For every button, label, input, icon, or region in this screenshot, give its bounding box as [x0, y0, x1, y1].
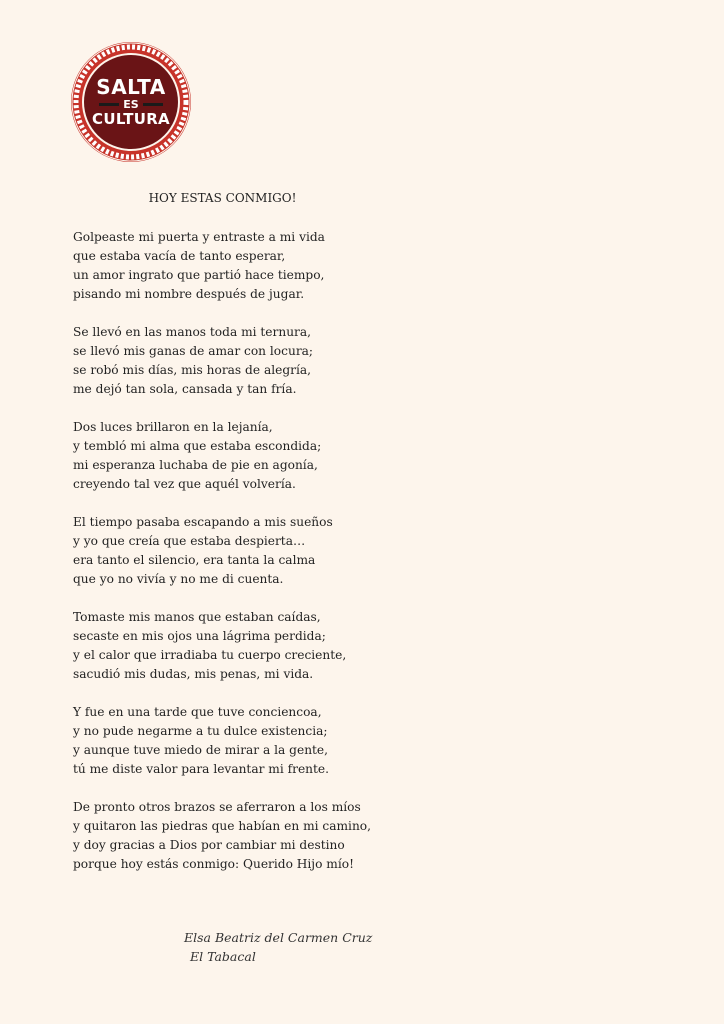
logo-es-text: ES	[123, 98, 139, 111]
stanza-4	[73, 513, 453, 589]
poem-line: creyendo tal vez que aquél volvería.	[73, 477, 296, 491]
logo-left-bar	[99, 103, 119, 106]
poem-line: Golpeaste mi puerta y entraste a mi vida	[73, 230, 325, 244]
poem-line: Se llevó en las manos toda mi ternura,	[73, 325, 312, 339]
logo-salta-text: SALTA	[96, 75, 166, 99]
poem-line: que estaba vacía de tanto esperar,	[73, 249, 286, 263]
logo-right-bar	[143, 103, 163, 106]
poem-line: se robó mis días, mis horas de alegría,	[73, 363, 311, 377]
logo-cultura-text: CULTURA	[92, 110, 170, 128]
poem-line: y no pude negarme a tu dulce existencia;	[73, 724, 328, 738]
poem-line: tú me diste valor para levantar mi frente.	[73, 762, 330, 776]
signature-block	[184, 928, 372, 966]
poem-line: y tembló mi alma que estaba escondida;	[73, 439, 322, 453]
poem-line: Tomaste mis manos que estaban caídas,	[73, 610, 321, 624]
poem-line: Dos luces brillaron en la lejanía,	[73, 420, 273, 434]
stanza-6	[73, 703, 453, 779]
signature-author: Elsa Beatriz del Carmen Cruz	[184, 930, 373, 945]
poem-line: que yo no vivía y no me di cuenta.	[73, 572, 284, 586]
poem-line: Y fue en una tarde que tuve conciencoa,	[73, 705, 322, 719]
logo-es-row	[99, 99, 162, 110]
poem-line: y yo que creía que estaba despierta…	[73, 534, 306, 548]
poem-line: porque hoy estás conmigo: Querido Hijo mío!	[73, 857, 354, 871]
poem-line: y el calor que irradiaba tu cuerpo creciente,	[73, 648, 347, 662]
poem-line: se llevó mis ganas de amar con locura;	[73, 344, 314, 358]
poem-line: secaste en mis ojos una lágrima perdida;	[73, 629, 326, 643]
poem-line: pisando mi nombre después de jugar.	[73, 287, 305, 301]
stanza-7	[73, 798, 453, 874]
poem-line: y aunque tuve miedo de mirar a la gente,	[73, 743, 329, 757]
poem-line: El tiempo pasaba escapando a mis sueños	[73, 515, 333, 529]
poem-line: un amor ingrato que partió hace tiempo,	[73, 268, 325, 282]
poem-line: y doy gracias a Dios por cambiar mi destino	[73, 838, 345, 852]
poem-line: y quitaron las piedras que habían en mi camino,	[73, 819, 371, 833]
poem-line: De pronto otros brazos se aferraron a los míos	[73, 800, 361, 814]
poem-line: me dejó tan sola, cansada y tan fría.	[73, 382, 297, 396]
salta-es-cultura-logo	[70, 41, 192, 163]
stanza-2	[73, 323, 453, 399]
stanza-1	[73, 228, 453, 304]
poem-title: HOY ESTAS CONMIGO!	[148, 191, 297, 205]
poem-body	[73, 228, 453, 893]
stanza-3	[73, 418, 453, 494]
signature-place: El Tabacal	[190, 949, 256, 964]
logo-wordmark	[70, 41, 192, 163]
poem-line: sacudió mis dudas, mis penas, mi vida.	[73, 667, 314, 681]
stanza-5	[73, 608, 453, 684]
poem-line: mi esperanza luchaba de pie en agonía,	[73, 458, 318, 472]
poem-line: era tanto el silencio, era tanta la calma	[73, 553, 316, 567]
